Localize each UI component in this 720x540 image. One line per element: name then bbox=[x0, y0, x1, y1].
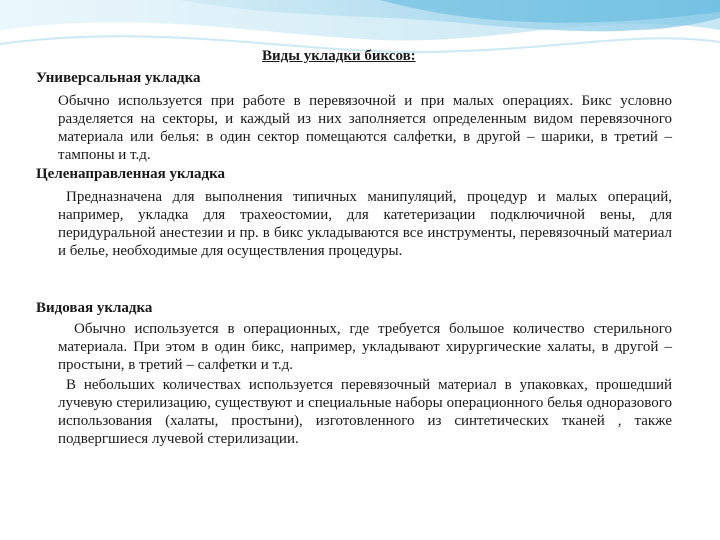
section-text-specific-1: Обычно используется в операционных, где требуется большое количество стерильного материала. При этом в один бикс, например, укладывают хирургические халаты, в другой – простыни, в третий – салфетки и т.д. bbox=[58, 321, 672, 373]
section-heading-specific: Видовая укладка bbox=[36, 300, 153, 316]
section-heading-universal: Универсальная укладка bbox=[36, 70, 201, 86]
section-heading-targeted: Целенаправленная укладка bbox=[36, 166, 226, 182]
section-text-targeted: Предназначена для выполнения типичных манипуляций, процедур и малых операций, например, укладка для трахеостомии, для катетеризации подключичной вены, для перидуральной анестезии и пр. в бикс укладываются все инструменты, перевязочный материал и белье, необходимые для осуществления процедуры. bbox=[58, 189, 672, 259]
section-text-universal: Обычно используется при работе в перевязочной и при малых операциях. Бикс условно разделяется на секторы, и каждый из них заполняется определенным видом перевязочного материала или белья: в один сектор помещаются салфетки, в другой – шарики, в третий – тампоны и т.д. bbox=[58, 93, 672, 163]
slide-title: Виды укладки биксов: bbox=[262, 48, 416, 64]
section-text-specific-2: В небольших количествах используется перевязочный материал в упаковках, прошедший лучевую стерилизацию, существуют и специальные наборы операционного белья одноразового использования (халаты, простыни), изготовленного из синтетических тканей , также подвергшиеся лучевой стерилизации. bbox=[58, 377, 672, 447]
